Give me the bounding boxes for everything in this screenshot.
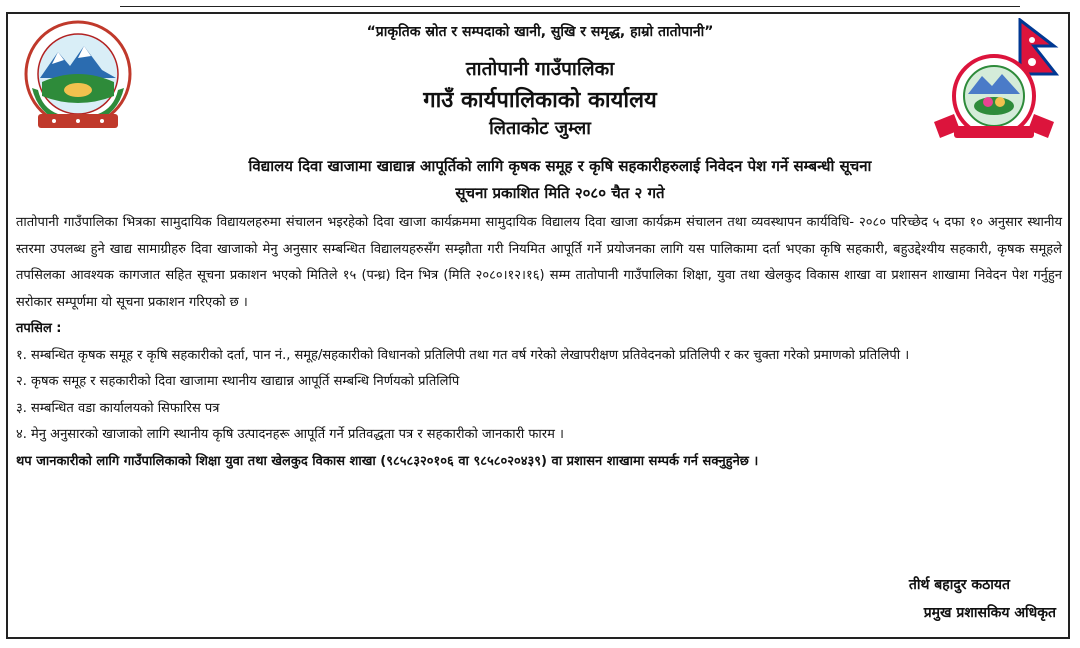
top-cropped-strip [0,0,1080,12]
contact-info: थप जानकारीको लागि गाउँपालिकाको शिक्षा युवा तथा खेलकुद विकास शाखा (९८५८३२०१०६ वा ९८५८०२०४३९) वा प्रशासन शाखामा सम्पर्क गर्न सक्नुहुनेछ । [16,453,759,469]
list-item-4: ४. मेनु अनुसारको खाजाको लागि स्थानीय कृषि उत्पादनहरू आपूर्ति गर्ने प्रतिवद्धता पत्र र सहकारीको जानकारी फारम । [16,427,564,442]
list-item-2: २. कृषक समूह र सहकारीको दिवा खाजामा स्थानीय खाद्यान्न आपूर्ति सम्बन्धि निर्णयको प्रतिलिपि [16,374,460,389]
notice-published-date: सूचना प्रकाशित मिति २०८० चैत २ गते [455,184,665,202]
notice-body [16,210,1062,475]
list-heading: तपसिल : [16,321,62,336]
list-item-1: १. सम्बन्धित कृषक समूह र कृषि सहकारीको दर्ता, पान नं., समूह/सहकारीको विधानको प्रतिलिपी तथा गत वर्ष गरेको लेखापरीक्षण प्रतिवेदनको प्रतिलिपी र कर चुक्ता गरेको प्रमाणको प्रतिलिपी । [16,347,910,363]
notice-subject: विद्यालय दिवा खाजामा खाद्यान्न आपूर्तिको लागि कृषक समूह र कृषि सहकारीहरुलाई निवेदन पेश गर्ने सम्बन्धी सूचना [248,157,872,175]
list-item-3: ३. सम्बन्धित वडा कार्यालयको सिफारिस पत्र [16,400,220,416]
office-title: गाउँ कार्यपालिकाको कार्यालय [423,88,657,113]
office-location: लिताकोट जुम्ला [489,118,591,139]
notice-paragraph: तातोपानी गाउँपालिका भित्रका सामुदायिक विद्यायलहरुमा संचालन भइरहेको दिवा खाजा कार्यक्रममा सामुदायिक विद्यालय दिवा खाजा कार्यक्रम संचालन तथा व्यवस्थापन कार्यविधि- २०८० परिच्छेद ५ दफा १० अनुसार स्थानीय स्तरमा उपलब्ध हुने खाद्य सामाग्रीहरु दिवा खाजाको मेनु अनुसार सम्बन्धित विद्यालयहरुसँग सम्झौता गरी नियमित आपूर्ति गर्ने प्रयोजनका लागि यस पालिकामा दर्ता भएका कृषि सहकारी, बहुउद्देश्यीय सहकारी, कृषक समूहले तपसिलका आवश्यक कागजात सहित सूचना प्रकाशन भएको मितिले १५ (पन्ध्र) दिन भित्र (मिति २०८०।१२।१६) सम्म तातोपानी गाउँपालिका शिक्षा, युवा तथा खेलकुद विकास शाखा वा प्रशासन शाखामा निवेदन पेश गर्नुहुन सरोकार सम्पूर्णमा यो सूचना प्रकाशन गरिएको छ । [16,215,1062,310]
signatory-name: तीर्थ बहादुर कठायत [908,577,1010,593]
office-name: तातोपानी गाउँपालिका [465,58,615,80]
signatory-designation: प्रमुख प्रशासकिय अधिकृत [923,605,1056,621]
motto: “प्राकृतिक स्रोत र सम्पदाको खानी, सुखि र समृद्ध, हाम्रो तातोपानी” [366,24,714,40]
